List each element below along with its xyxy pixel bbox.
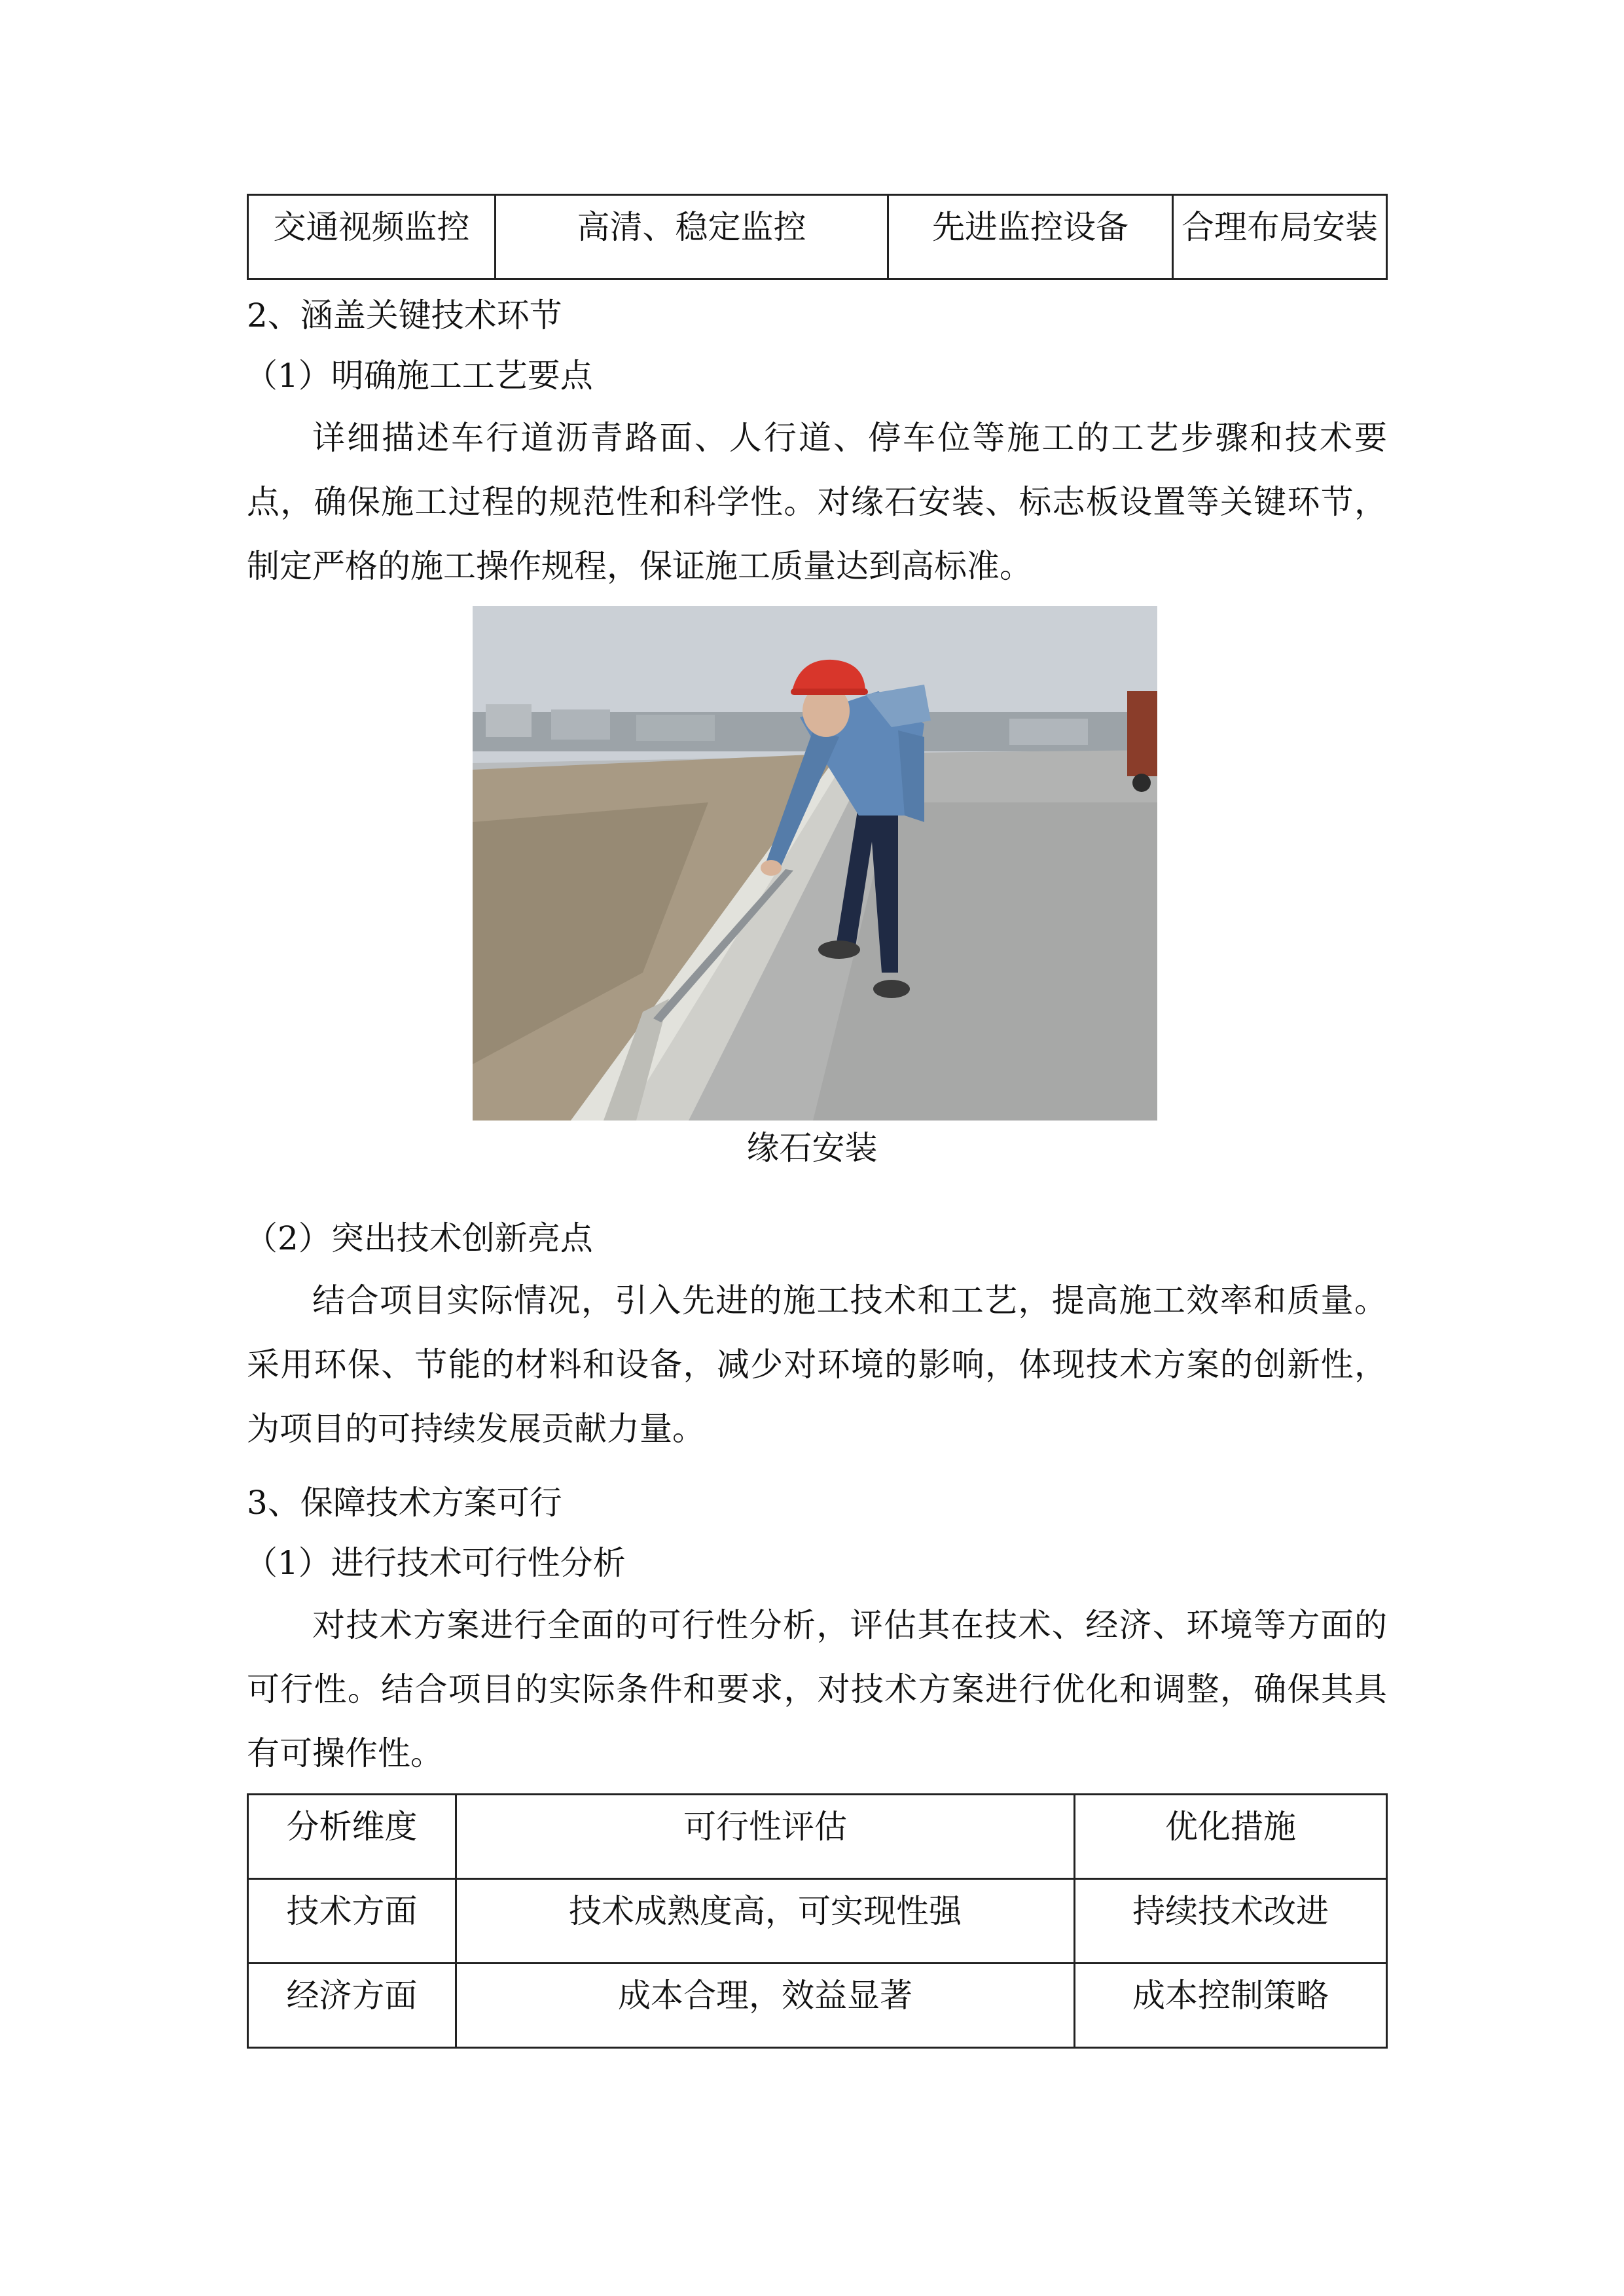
monitoring-table [247, 194, 1388, 280]
section-2-1-paragraph: 详细描述车行道沥青路面、人行道、停车位等施工的工艺步骤和技术要点，确保施工过程的规范性和科学性。对缘石安装、标志板设置等关键环节，制定严格的施工操作规程，保证施工质量达到高标准。 [247, 419, 1387, 585]
table-cell: 先进监控设备 [888, 195, 1173, 279]
section-2-2-paragraph: 结合项目实际情况，引入先进的施工技术和工艺，提高施工效率和质量。采用环保、节能的材料和设备，减少对环境的影响，体现技术方案的创新性，为项目的可持续发展贡献力量。 [247, 1282, 1387, 1448]
feasibility-table [247, 1793, 1388, 2049]
section-3-1-paragraph: 对技术方案进行全面的可行性分析，评估其在技术、经济、环境等方面的可行性。结合项目的实际条件和要求，对技术方案进行优化和调整，确保其具有可操作性。 [247, 1606, 1387, 1772]
section-2-1-heading: （1）明确施工工艺要点 [245, 357, 593, 395]
table-cell: 合理布局安装 [1173, 195, 1387, 279]
table-header-cell: 优化措施 [1075, 1795, 1387, 1879]
table-cell: 成本合理，效益显著 [456, 1964, 1075, 2048]
table-row [248, 195, 1387, 279]
section-3-heading: 3、保障技术方案可行 [247, 1484, 562, 1522]
table-cell: 交通视频监控 [248, 195, 496, 279]
section-3-1-heading: （1）进行技术可行性分析 [245, 1544, 626, 1582]
section-2-heading: 2、涵盖关键技术环节 [247, 296, 562, 334]
section-2-2-heading: （2）突出技术创新亮点 [245, 1219, 593, 1257]
table-row [248, 1879, 1387, 1964]
table-cell: 技术方面 [248, 1879, 456, 1964]
table-cell: 经济方面 [248, 1964, 456, 2048]
table-row [248, 1964, 1387, 2048]
table-header-row [248, 1795, 1387, 1879]
figure-caption: 缘石安装 [746, 1129, 878, 1167]
table-cell: 持续技术改进 [1075, 1879, 1387, 1964]
table-cell: 成本控制策略 [1075, 1964, 1387, 2048]
table-header-cell: 可行性评估 [456, 1795, 1075, 1879]
table-cell: 技术成熟度高，可实现性强 [456, 1879, 1075, 1964]
table-header-cell: 分析维度 [248, 1795, 456, 1879]
table-cell: 高清、稳定监控 [496, 195, 888, 279]
curb-installation-photo [473, 606, 1157, 1121]
